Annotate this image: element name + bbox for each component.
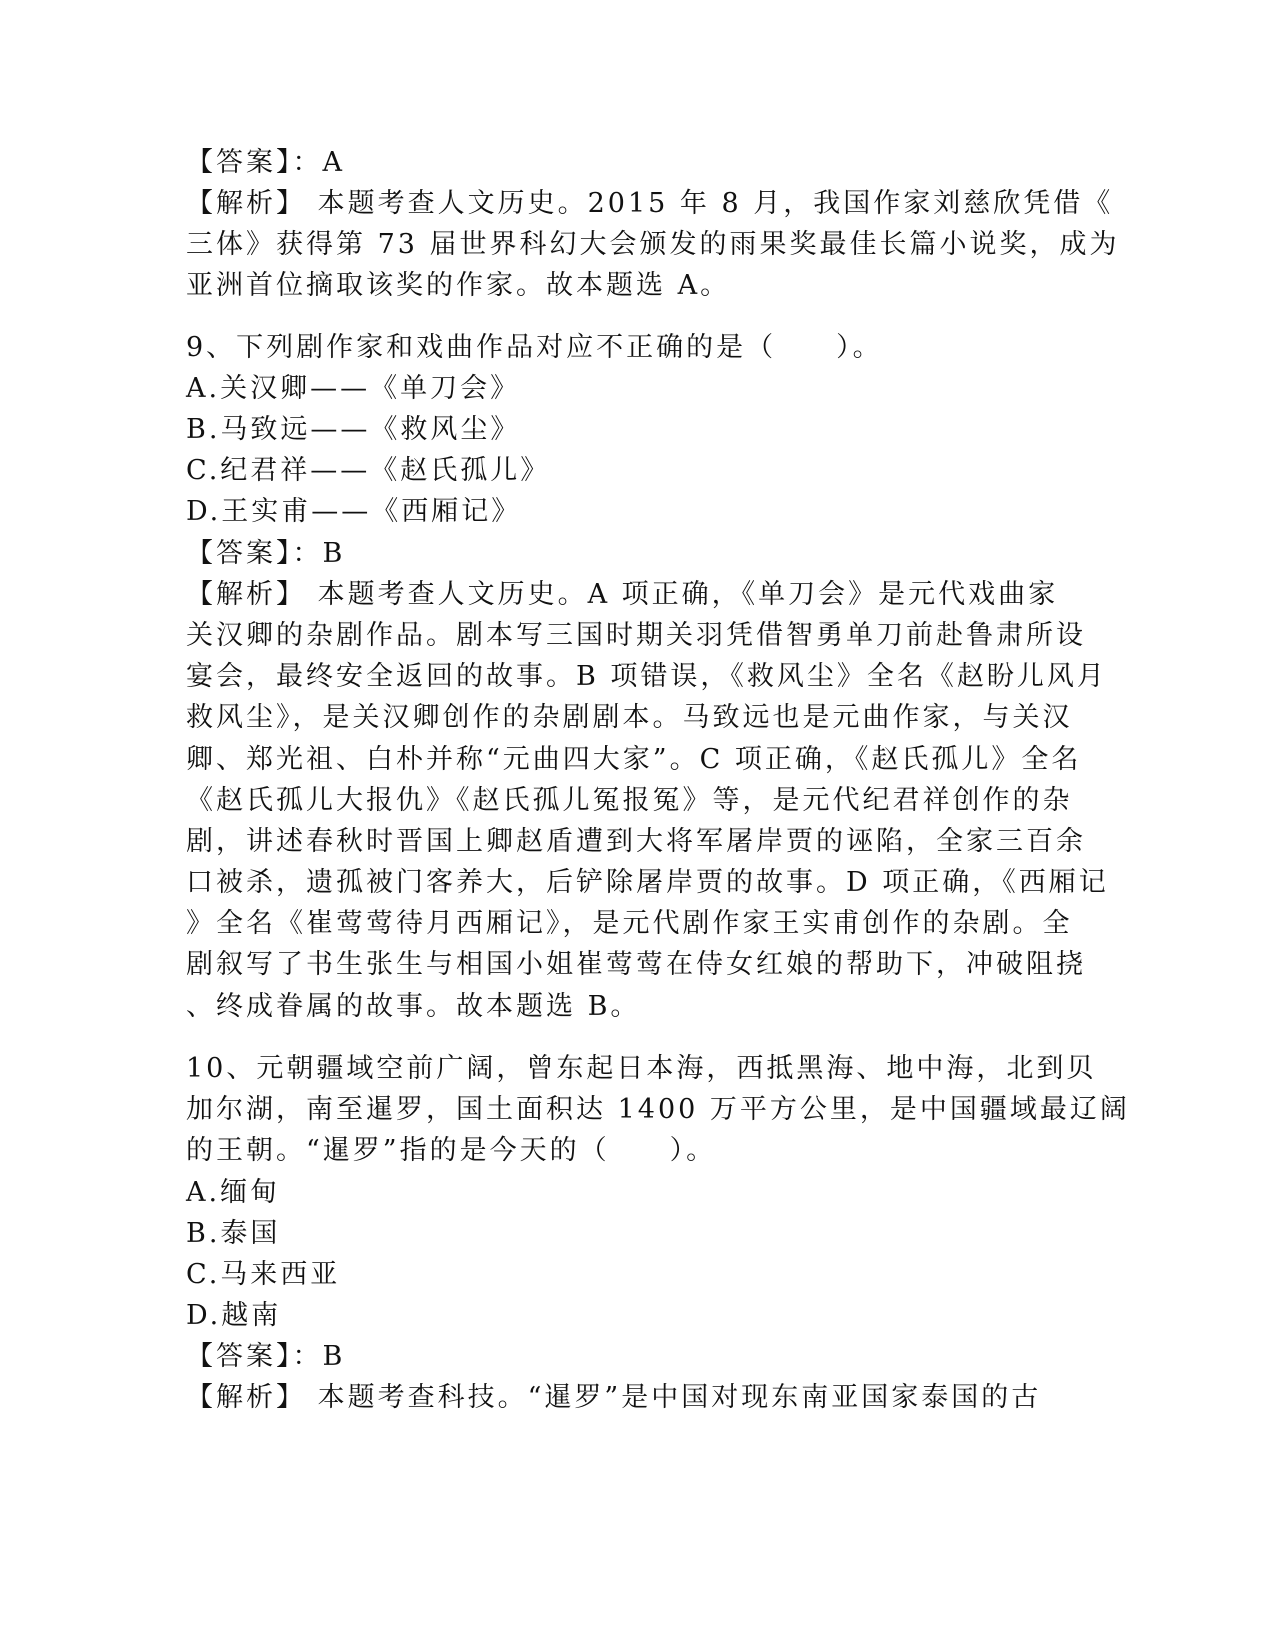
q10-option-d: D.越南 <box>186 1300 282 1331</box>
q8-answer: 【答案】：A <box>186 147 345 178</box>
q10-question-line-2: 加尔湖，南至暹罗，国土面积达 1400 万平方公里，是中国疆域最辽阔 <box>186 1094 1130 1125</box>
q9-analysis-line-10: 剧叙写了书生张生与相国小姐崔莺莺在侍女红娘的帮助下，冲破阻挠 <box>186 949 1086 980</box>
q9-option-a: A.关汉卿——《单刀会》 <box>186 373 521 404</box>
q9-option-d: D.王实甫——《西厢记》 <box>186 496 522 527</box>
q10-question-line-3: 的王朝。“暹罗”指的是今天的（ ）。 <box>186 1135 717 1166</box>
q10-option-c: C.马来西亚 <box>186 1259 341 1290</box>
q10-question-line-1: 10、元朝疆域空前广阔，曾东起日本海，西抵黑海、地中海，北到贝 <box>186 1053 1097 1084</box>
q9-analysis-line-9: 》全名《崔莺莺待月西厢记》，是元代剧作家王实甫创作的杂剧。全 <box>186 908 1073 939</box>
q9-option-b: B.马致远——《救风尘》 <box>186 414 521 445</box>
q9-analysis-line-3: 宴会，最终安全返回的故事。B 项错误，《救风尘》全名《赵盼儿风月 <box>186 661 1107 692</box>
q9-analysis-line-11: 、终成眷属的故事。故本题选 B。 <box>186 991 641 1022</box>
q9-analysis-line-8: 口被杀，遗孤被门客养大，后铲除屠岸贾的故事。D 项正确，《西厢记 <box>186 867 1109 898</box>
q9-analysis-line-6: 《赵氏孤儿大报仇》《赵氏孤儿冤报冤》等，是元代纪君祥创作的杂 <box>186 785 1073 816</box>
q9-option-c: C.纪君祥——《赵氏孤儿》 <box>186 455 551 486</box>
q10-option-a: A.缅甸 <box>186 1177 281 1208</box>
q9-analysis-line-7: 剧，讲述春秋时晋国上卿赵盾遭到大将军屠岸贾的诬陷，全家三百余 <box>186 826 1086 857</box>
q10-option-b: B.泰国 <box>186 1218 281 1249</box>
q9-analysis-line-5: 卿、郑光祖、白朴并称“元曲四大家”。C 项正确，《赵氏孤儿》全名 <box>186 744 1082 775</box>
q10-analysis-line-1: 【解析】 本题考查科技。“暹罗”是中国对现东南亚国家泰国的古 <box>186 1382 1042 1413</box>
q8-analysis-line-1: 【解析】 本题考查人文历史。2015 年 8 月，我国作家刘慈欣凭借《 <box>186 188 1114 219</box>
q9-analysis-line-4: 救风尘》，是关汉卿创作的杂剧剧本。马致远也是元曲作家，与关汉 <box>186 702 1073 733</box>
q9-question: 9、下列剧作家和戏曲作品对应不正确的是（ ）。 <box>186 332 883 363</box>
q8-analysis-line-3: 亚洲首位摘取该奖的作家。故本题选 A。 <box>186 270 731 301</box>
q9-answer: 【答案】：B <box>186 538 346 569</box>
q8-analysis-line-2: 三体》获得第 73 届世界科幻大会颁发的雨果奖最佳长篇小说奖，成为 <box>186 229 1120 260</box>
q9-analysis-line-1: 【解析】 本题考查人文历史。A 项正确，《单刀会》是元代戏曲家 <box>186 579 1059 610</box>
q10-answer: 【答案】：B <box>186 1341 346 1372</box>
q9-analysis-line-2: 关汉卿的杂剧作品。剧本写三国时期关羽凭借智勇单刀前赴鲁肃所设 <box>186 620 1086 651</box>
